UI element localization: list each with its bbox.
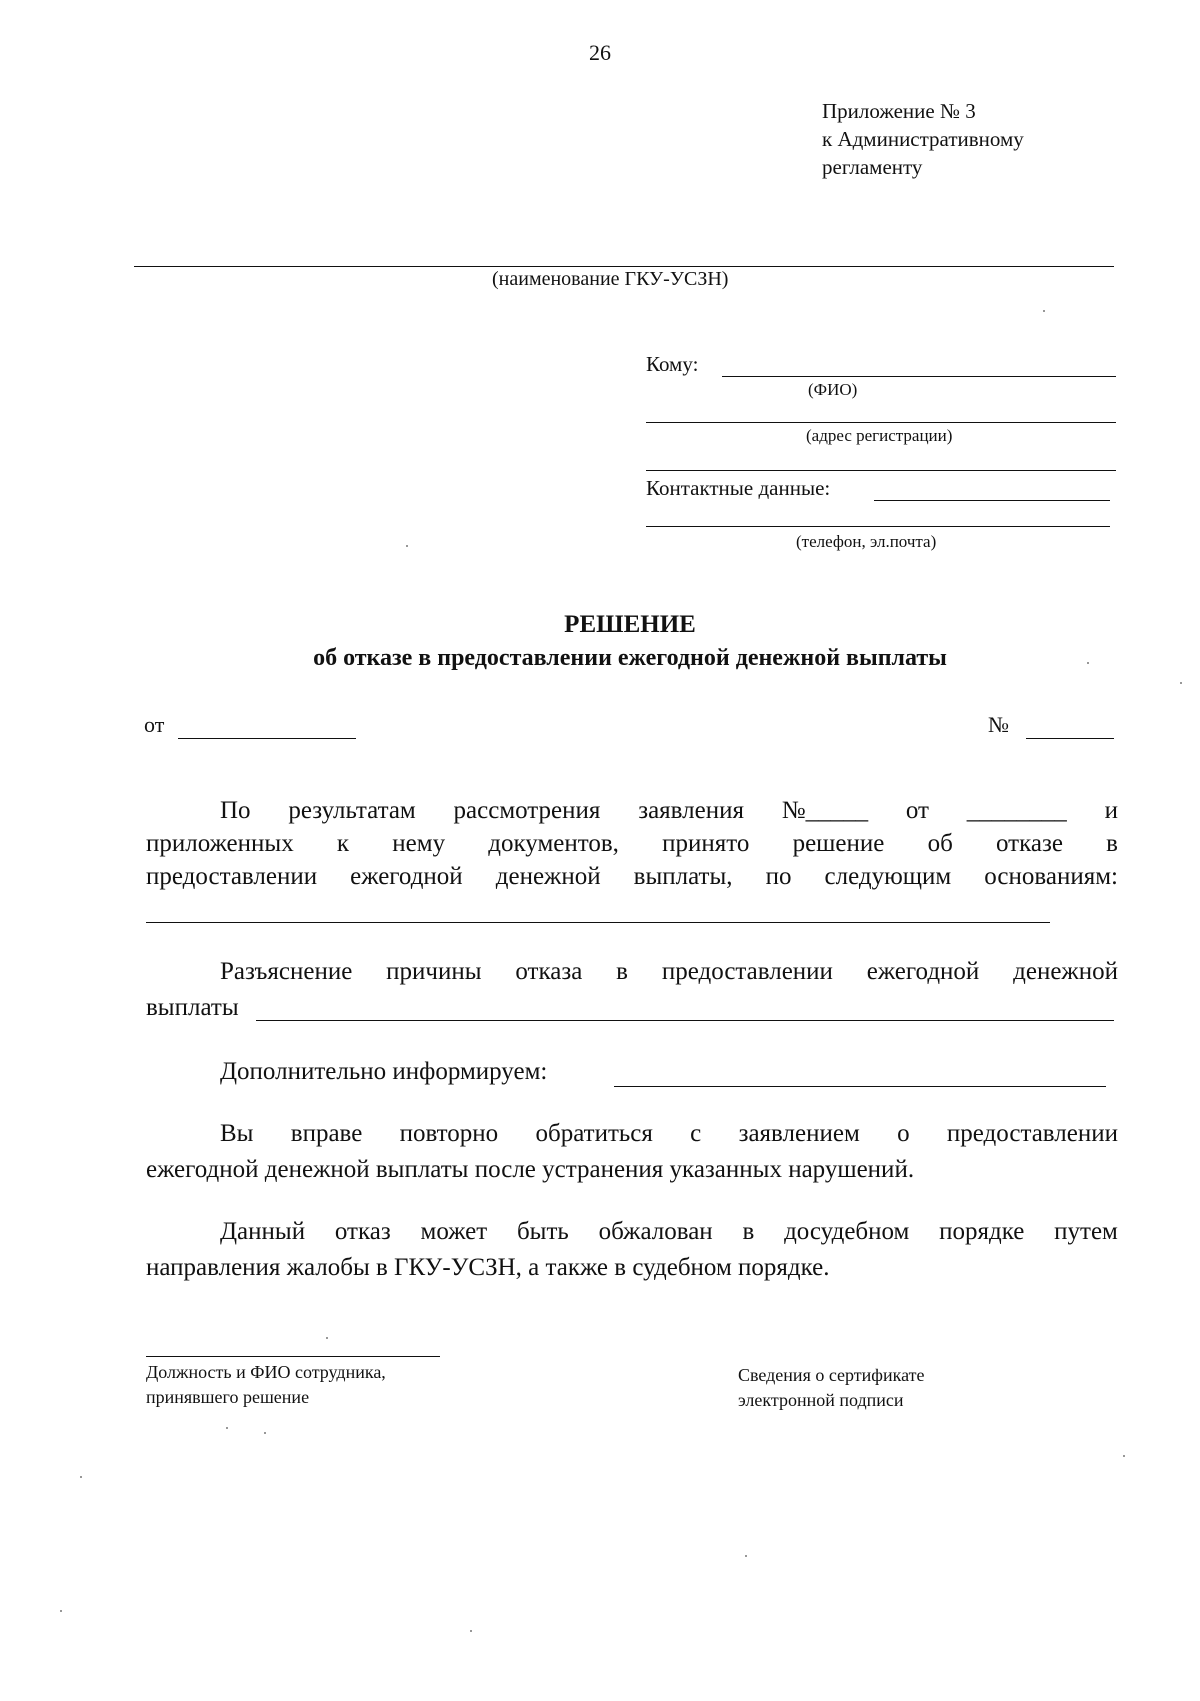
word: Данный [220, 1218, 306, 1245]
word: причины [386, 958, 482, 985]
paragraph-2-line-1 [220, 958, 1118, 986]
word: досудебном [784, 1218, 910, 1245]
address-line [646, 422, 1116, 423]
word: в [616, 958, 628, 985]
signature-left-line-2: принявшего решение [146, 1387, 310, 1407]
document-title: РЕШЕНИЕ [564, 611, 696, 638]
word: в [1106, 830, 1118, 857]
paragraph-1-line-1 [220, 797, 1118, 825]
word: рассмотрения [453, 797, 601, 824]
reason-line [256, 1020, 1114, 1021]
date-line [178, 738, 356, 739]
number-line [1026, 738, 1114, 739]
scan-speck [470, 1630, 472, 1632]
word: нему [392, 830, 446, 857]
word: документов, [488, 830, 619, 857]
word: приложенных [146, 830, 294, 857]
fio-caption: (ФИО) [808, 380, 858, 399]
additional-info-line [614, 1086, 1106, 1087]
word: денежной [1013, 958, 1118, 985]
word: предоставлении [146, 863, 318, 890]
word: ежегодной [350, 863, 463, 890]
word: к [336, 830, 350, 857]
fio-line [722, 376, 1116, 377]
word: быть [516, 1218, 569, 1245]
scan-speck [1043, 310, 1045, 312]
word: путем [1054, 1218, 1118, 1245]
scan-speck [226, 1427, 228, 1429]
scan-speck [1123, 1455, 1125, 1457]
word: ежегодной [866, 958, 980, 985]
signature-left-line-1: Должность и ФИО сотрудника, [146, 1362, 386, 1382]
signature-line [146, 1356, 440, 1357]
contacts-line [874, 500, 1110, 501]
paragraph-1-line-2 [146, 830, 1118, 858]
word: Разъяснение [220, 958, 353, 985]
word: и [1104, 797, 1118, 824]
scan-speck [1180, 682, 1182, 684]
word: заявлением [738, 1120, 860, 1147]
word: отказе [996, 830, 1063, 857]
scan-speck [326, 1337, 328, 1339]
org-caption: (наименование ГКУ-УСЗН) [492, 268, 729, 290]
word: заявления [638, 797, 744, 824]
word: отказ [334, 1218, 391, 1245]
paragraph-3: Дополнительно информируем: [220, 1058, 548, 1085]
scan-speck [406, 545, 408, 547]
scan-speck [60, 1610, 62, 1612]
word: от [905, 797, 929, 824]
word: может [420, 1218, 488, 1245]
word: По [220, 797, 251, 824]
address-caption: (адрес регистрации) [806, 426, 953, 445]
word: порядке [939, 1218, 1025, 1245]
address-line-2 [646, 470, 1116, 471]
word: результатам [288, 797, 416, 824]
word: денежной [495, 863, 601, 890]
word: обжалован [598, 1218, 713, 1245]
word: обратиться [535, 1120, 653, 1147]
word: по [765, 863, 792, 890]
word: с [690, 1120, 702, 1147]
number-label: № [988, 712, 1009, 737]
appendix-line-2: к Административному [822, 127, 1024, 151]
word: о [897, 1120, 910, 1147]
scan-speck [745, 1555, 747, 1557]
scan-speck [80, 1476, 82, 1478]
word: вправе [290, 1120, 363, 1147]
word: основаниям: [984, 863, 1118, 890]
word: в [742, 1218, 755, 1245]
date-label: от [144, 712, 165, 737]
paragraph-2-line-2: выплаты [146, 994, 239, 1021]
appendix-line-3: регламенту [822, 155, 923, 179]
scan-speck [1087, 662, 1089, 664]
word: №_____ [781, 797, 869, 824]
paragraph-5-line-1 [220, 1218, 1118, 1246]
signature-right-line-1: Сведения о сертификате [738, 1365, 925, 1385]
word: Вы [220, 1120, 254, 1147]
paragraph-1-line-3 [146, 863, 1118, 891]
word: выплаты, [633, 863, 733, 890]
word: следующим [824, 863, 952, 890]
org-name-line [134, 266, 1114, 267]
scan-speck [264, 1432, 266, 1434]
contacts-label: Контактные данные: [646, 476, 831, 500]
paragraph-4-line-2: ежегодной денежной выплаты после устранения указанных нарушений. [146, 1156, 915, 1183]
appendix-line-1: Приложение № 3 [822, 99, 976, 123]
word: принято [662, 830, 750, 857]
paragraph-5-line-2: направления жалобы в ГКУ-УСЗН, а также в судебном порядке. [146, 1254, 830, 1281]
paragraph-4-line-1 [220, 1120, 1118, 1148]
word: отказа [515, 958, 583, 985]
contacts-caption: (телефон, эл.почта) [796, 532, 937, 551]
word: ________ [966, 797, 1067, 824]
grounds-line [146, 922, 1050, 923]
contacts-line-2 [646, 526, 1110, 527]
signature-right-line-2: электронной подписи [738, 1390, 904, 1410]
word: об [927, 830, 953, 857]
to-label: Кому: [646, 352, 699, 376]
word: решение [792, 830, 885, 857]
page-number: 26 [589, 40, 611, 65]
word: предоставлении [946, 1120, 1118, 1147]
document-subtitle: об отказе в предоставлении ежегодной денежной выплаты [313, 645, 947, 671]
word: предоставлении [661, 958, 833, 985]
word: повторно [399, 1120, 499, 1147]
